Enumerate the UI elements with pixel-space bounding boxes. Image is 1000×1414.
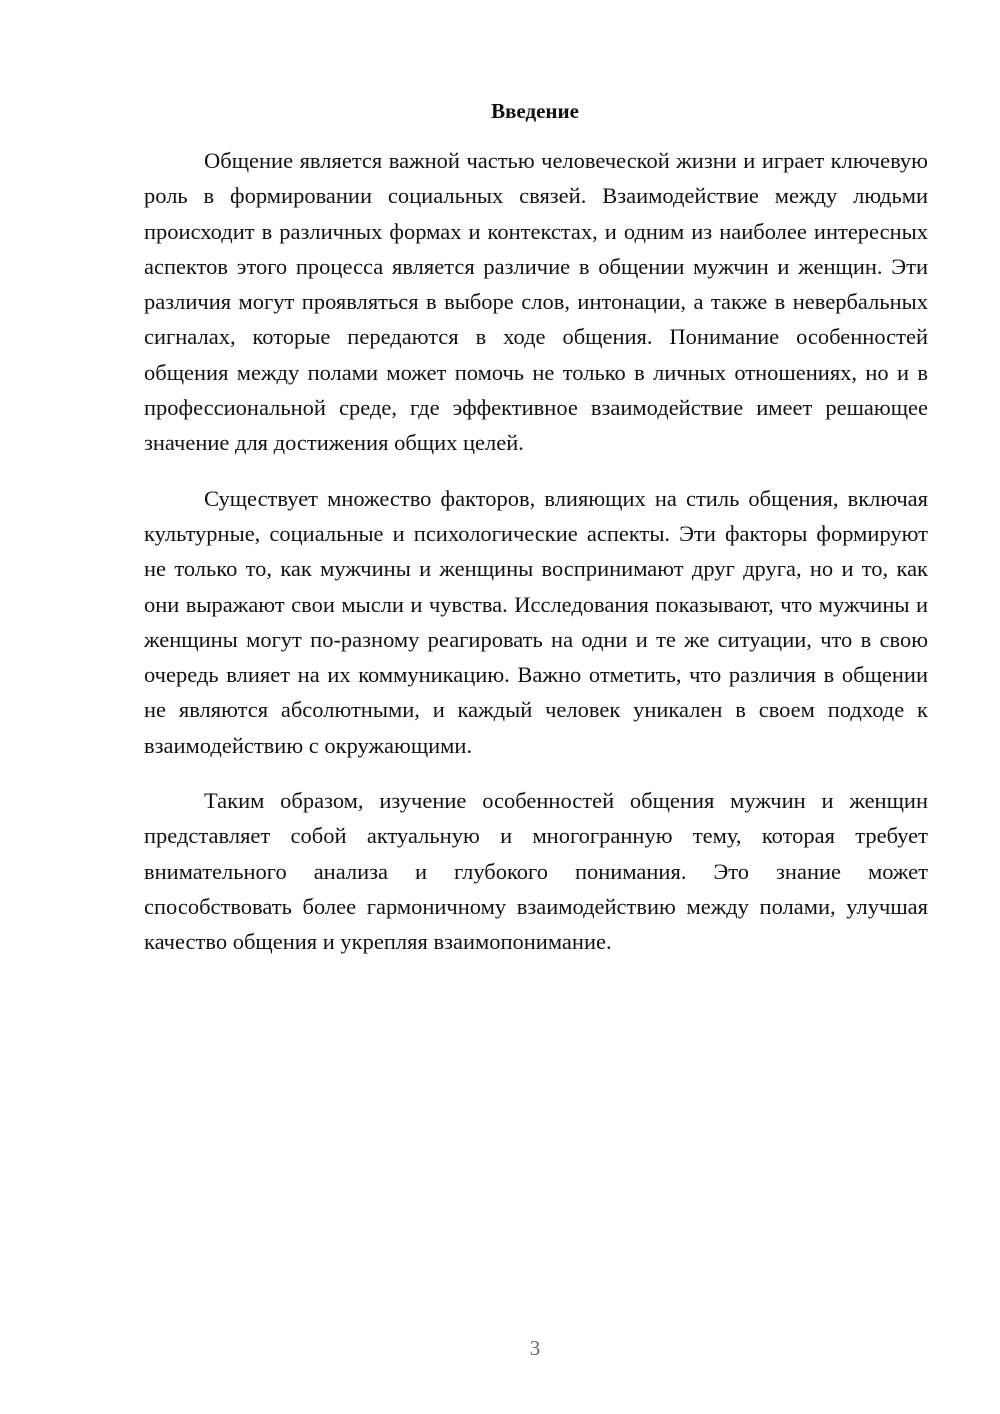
- page-title: Введение: [491, 99, 579, 123]
- paragraph-intro-2: Существует множество факторов, влияющих на стиль общения, включая культурные, социальные и психологические аспекты. Эти факторы формируют не только то, как мужчины и женщины воспринимают друг друга, но и то, как они выражают свои мысли и чувства. Исследования показывают, что мужчины и женщины могут по-разному реагировать на одни и те же ситуации, что в свою очередь влияет на их коммуникацию. Важно отметить, что различия в общении не являются абсолютными, и каждый человек уникален в своем подходе к взаимодействию с окружающими.: [144, 485, 928, 758]
- paragraph-intro-1: Общение является важной частью человеческой жизни и играет ключевую роль в формировании социальных связей. Взаимодействие между людьми происходит в различных формах и контекстах, и одним из наиболее интересных аспектов этого процесса является различие в общении мужчин и женщин. Эти различия могут проявляться в выборе слов, интонации, а также в невербальных сигналах, которые передаются в ходе общения. Понимание особенностей общения между полами может помочь не только в личных отношениях, но и в профессиональной среде, где эффективное взаимодействие имеет решающее значение для достижения общих целей.: [144, 148, 928, 456]
- page-number: 3: [529, 1336, 541, 1360]
- document-body: [144, 143, 928, 980]
- paragraph-intro-3: Таким образом, изучение особенностей общения мужчин и женщин представляет собой актуальную и многогранную тему, которая требует внимательного анализа и глубокого понимания. Это знание может способствовать более гармоничному взаимодействию между полами, улучшая качество общения и укрепляя взаимопонимание.: [144, 788, 928, 955]
